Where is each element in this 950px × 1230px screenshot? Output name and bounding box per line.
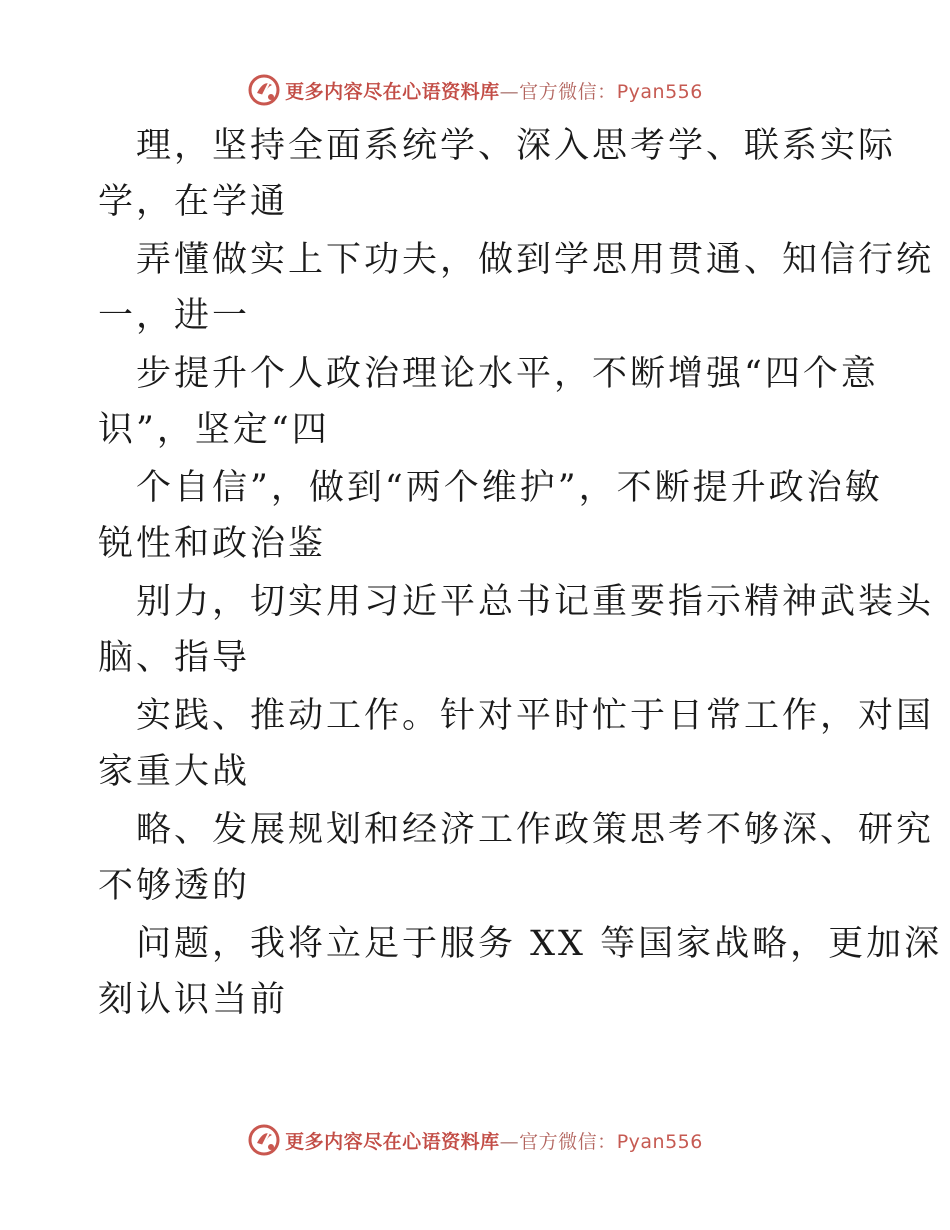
footer-watermark bbox=[0, 1120, 950, 1160]
text-line: 学，在学通 bbox=[98, 182, 289, 222]
header-wechat-id: Pyan556 bbox=[616, 80, 703, 103]
text-line: 家重大战 bbox=[98, 752, 251, 792]
text-line: 识”，坚定“四 bbox=[98, 410, 330, 450]
footer-brand: 更多内容尽在心语资料库 bbox=[285, 1130, 500, 1153]
header-watermark-text bbox=[285, 77, 703, 104]
text-line-pair bbox=[98, 346, 879, 458]
text-line: 实践、推动工作。针对平时忙于日常工作，对国 bbox=[136, 696, 935, 736]
header-dash: — bbox=[499, 80, 520, 103]
header-wechat-label: 官方微信： bbox=[519, 80, 617, 103]
footer-watermark-text bbox=[285, 1127, 703, 1154]
text-line: 不够透的 bbox=[98, 866, 251, 906]
text-line-pair bbox=[98, 118, 897, 230]
header-watermark bbox=[0, 70, 950, 110]
text-line: 别力，切实用习近平总书记重要指示精神武装头 bbox=[136, 582, 935, 622]
footer-wechat-label: 官方微信： bbox=[519, 1130, 617, 1153]
text-line-pair bbox=[98, 802, 935, 914]
text-line: 个自信”，做到“两个维护”，不断提升政治敏 bbox=[136, 468, 883, 508]
text-line: 问题，我将立足于服务 XX 等国家战略，更加深 bbox=[136, 924, 943, 964]
text-line: 一，进一 bbox=[98, 296, 251, 336]
text-line: 弄懂做实上下功夫，做到学思用贯通、知信行统 bbox=[136, 240, 935, 280]
text-line-pair bbox=[98, 916, 943, 1028]
text-line: 略、发展规划和经济工作政策思考不够深、研究 bbox=[136, 810, 935, 850]
text-line: 刻认识当前 bbox=[98, 980, 289, 1020]
text-line-pair bbox=[98, 688, 935, 800]
text-line-pair bbox=[98, 574, 935, 686]
footer-wechat-id: Pyan556 bbox=[616, 1130, 703, 1153]
text-line: 理，坚持全面系统学、深入思考学、联系实际 bbox=[136, 126, 897, 166]
text-line: 步提升个人政治理论水平，不断增强“四个意 bbox=[136, 354, 879, 394]
text-line: 锐性和政治鉴 bbox=[98, 524, 327, 564]
footer-dash: — bbox=[499, 1130, 520, 1153]
logo-icon bbox=[247, 1123, 281, 1157]
header-brand: 更多内容尽在心语资料库 bbox=[285, 80, 500, 103]
text-line: 脑、指导 bbox=[98, 638, 251, 678]
logo-icon bbox=[247, 73, 281, 107]
text-line-pair bbox=[98, 460, 883, 572]
text-line-pair bbox=[98, 232, 935, 344]
document-body bbox=[98, 118, 943, 1028]
